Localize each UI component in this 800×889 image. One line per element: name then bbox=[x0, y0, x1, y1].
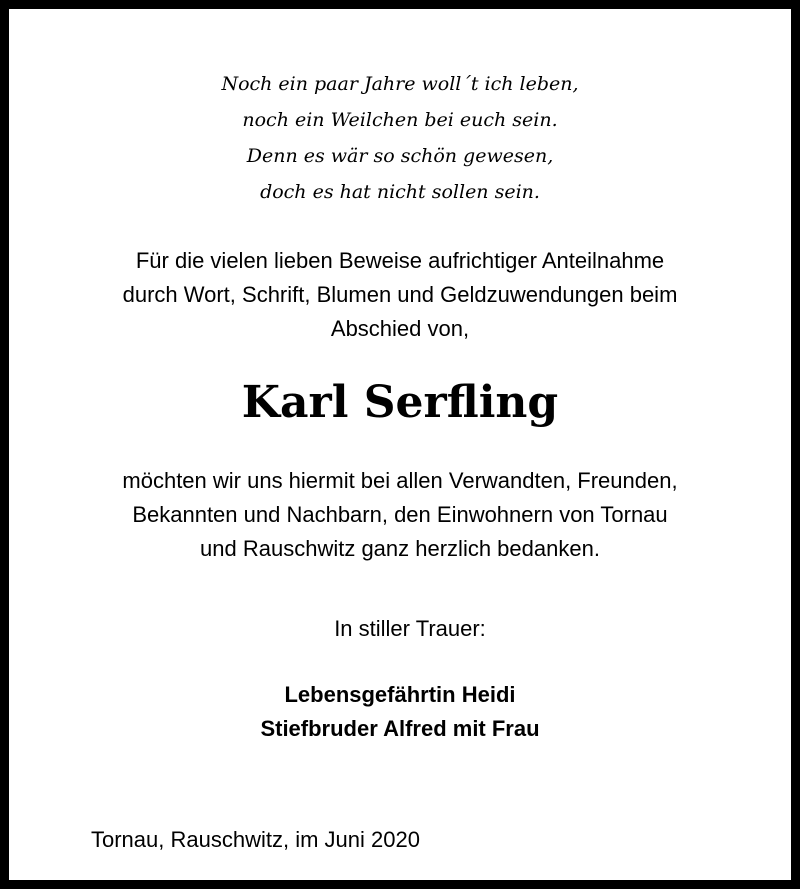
mourner-1: Lebensgefährtin Heidi bbox=[284, 682, 516, 707]
poem-line-1: Noch ein paar Jahre woll´t ich leben, bbox=[221, 73, 579, 95]
poem-line-4: doch es hat nicht sollen sein. bbox=[260, 181, 540, 203]
mourner-2: Stiefbruder Alfred mit Frau bbox=[260, 716, 540, 741]
thanks-body-line-3: und Rauschwitz ganz herzlich bedanken. bbox=[200, 536, 600, 561]
place-date: Tornau, Rauschwitz, im Juni 2020 bbox=[91, 827, 420, 852]
thanks-intro-line-1: Für die vielen lieben Beweise aufrichtiger Anteilnahme bbox=[135, 248, 665, 273]
mourning-label: In stiller Trauer: bbox=[334, 616, 486, 641]
poem-line-3: Denn es wär so schön gewesen, bbox=[246, 145, 554, 167]
thanks-intro-line-3: Abschied von, bbox=[330, 316, 470, 341]
thanks-body-line-1: möchten wir uns hiermit bei allen Verwandten, Freunden, bbox=[122, 468, 678, 493]
poem-line-2: noch ein Weilchen bei euch sein. bbox=[242, 109, 558, 131]
deceased-name: Karl Serfling bbox=[241, 377, 559, 428]
thanks-intro-line-2: durch Wort, Schrift, Blumen und Geldzuwendungen beim bbox=[122, 282, 678, 307]
thanks-body-line-2: Bekannten und Nachbarn, den Einwohnern von Tornau bbox=[132, 502, 668, 527]
